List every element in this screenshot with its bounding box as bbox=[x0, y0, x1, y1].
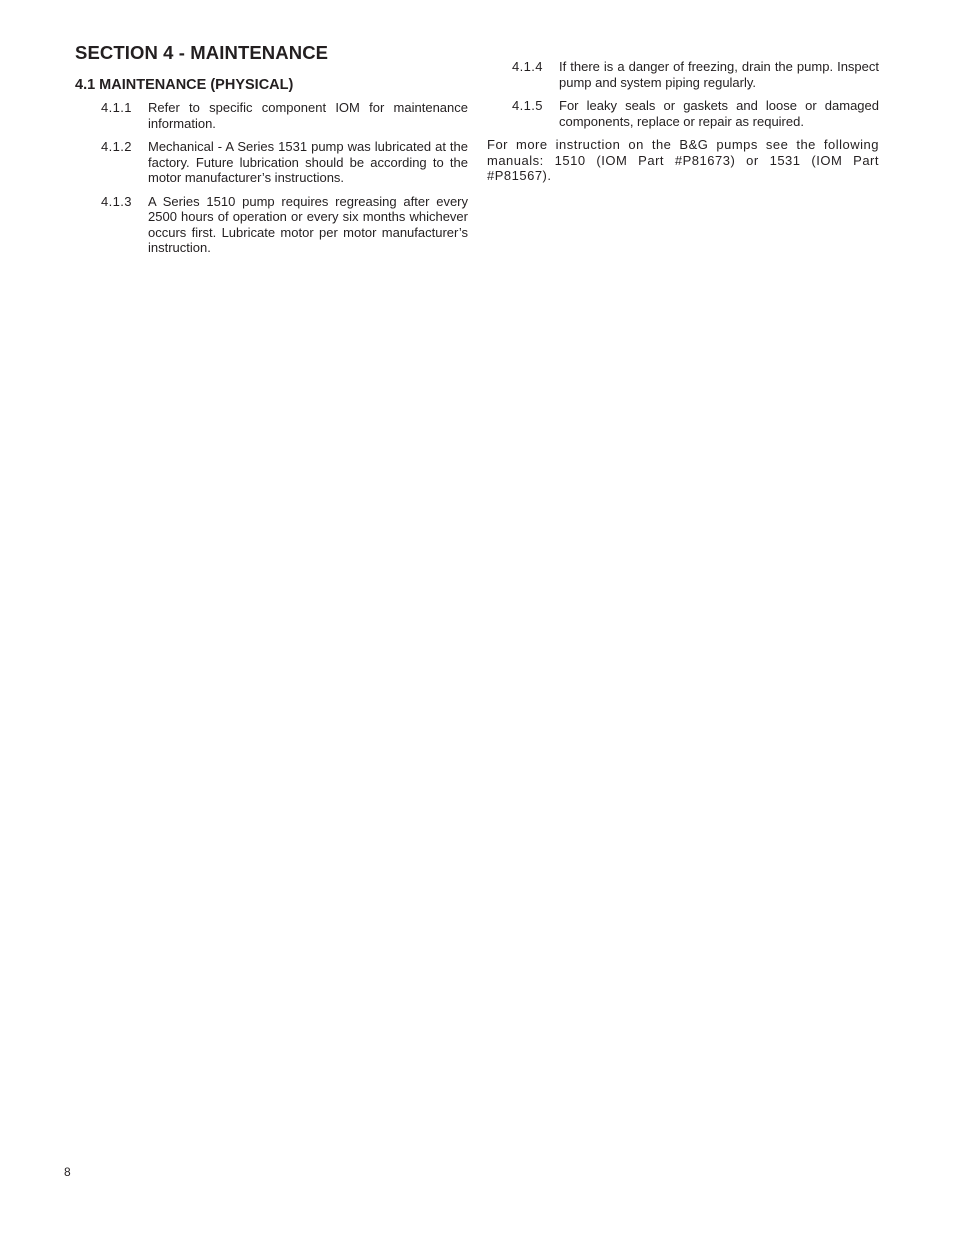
section-title: SECTION 4 - MAINTENANCE bbox=[75, 42, 329, 63]
item-number: 4.1.3 bbox=[101, 193, 132, 209]
item-text: For leaky seals or gaskets and loose or damaged components, replace or repair as required. bbox=[559, 98, 879, 129]
subsection-title: 4.1 MAINTENANCE (PHYSICAL) bbox=[75, 77, 294, 93]
list-item-4-1-1 bbox=[75, 100, 468, 131]
item-number: 4.1.4 bbox=[512, 59, 543, 74]
item-text: A Series 1510 pump requires regreasing after every 2500 hours of operation or every six months whichever occurs first. Lubricate motor per motor manufacturer’s instruction. bbox=[148, 193, 468, 255]
item-number: 4.1.5 bbox=[512, 98, 543, 113]
item-text: Refer to specific component IOM for maintenance information. bbox=[148, 100, 468, 131]
item-text: Mechanical - A Series 1531 pump was lubricated at the factory. Future lubrication should be according to the motor manufacturer’s instructions. bbox=[148, 139, 468, 185]
list-item-4-1-4 bbox=[487, 59, 879, 90]
page-number: 8 bbox=[64, 1165, 71, 1179]
item-number: 4.1.2 bbox=[101, 139, 132, 154]
closing-paragraph: For more instruction on the B&G pumps see the following manuals: 1510 (IOM Part #P81673) or 1531 (IOM Part #P81567). bbox=[487, 137, 879, 183]
right-column bbox=[487, 59, 879, 184]
list-item-4-1-3 bbox=[75, 194, 468, 256]
left-column bbox=[75, 77, 468, 264]
list-item-4-1-2 bbox=[75, 139, 468, 186]
item-number: 4.1.1 bbox=[101, 100, 132, 115]
list-item-4-1-5 bbox=[487, 98, 879, 129]
item-text: If there is a danger of freezing, drain the pump. Inspect pump and system piping regularly. bbox=[559, 59, 879, 90]
